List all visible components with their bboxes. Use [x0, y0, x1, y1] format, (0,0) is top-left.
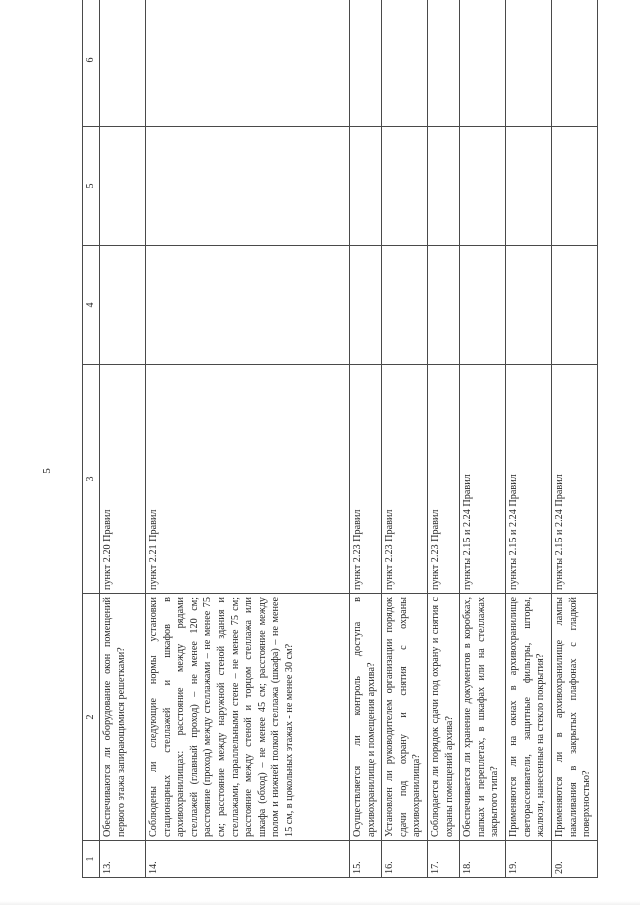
header-col-3: 3 [83, 365, 100, 594]
row-reference: пункты 2.15 и 2.24 Правил [460, 365, 506, 594]
row-question: Обеспечивается ли хранение документов в коробках, папках и переплетах, в шкафах или на стеллажах закрытого типа? [460, 594, 506, 841]
table-row [146, 0, 350, 878]
row-cell-empty [506, 0, 552, 127]
row-cell-empty [428, 246, 460, 365]
rotated-page [82, 36, 602, 878]
row-cell-empty [146, 0, 350, 127]
header-col-2: 2 [83, 594, 100, 841]
row-cell-empty [100, 246, 146, 365]
row-reference: пункт 2.23 Правил [350, 365, 382, 594]
row-cell-empty [428, 0, 460, 127]
row-cell-empty [460, 246, 506, 365]
page-number: 5 [40, 468, 53, 474]
row-question: Обеспечиваются ли оборудование окон помещений первого этажа запирающимися решетками? [100, 594, 146, 841]
row-cell-empty [382, 246, 428, 365]
row-cell-empty [100, 127, 146, 246]
row-cell-empty [506, 127, 552, 246]
row-cell-empty [350, 0, 382, 127]
row-cell-empty [506, 246, 552, 365]
row-reference: пункт 2.20 Правил [100, 365, 146, 594]
row-reference: пункт 2.23 Правил [382, 365, 428, 594]
row-number: 19. [506, 841, 552, 878]
row-cell-empty [100, 0, 146, 127]
header-col-1: 1 [83, 841, 100, 878]
table-row [506, 0, 552, 878]
table-row [382, 0, 428, 878]
row-number: 16. [382, 841, 428, 878]
row-question: Применяются ли на окнах в архивохранилище светорассеиватели, защитные фильтры, шторы, жалюзи, нанесенные на стекло покрытия? [506, 594, 552, 841]
row-reference: пункт 2.21 Правил [146, 365, 350, 594]
row-number: 13. [100, 841, 146, 878]
row-number: 15. [350, 841, 382, 878]
row-reference: пункты 2.15 и 2.24 Правил [506, 365, 552, 594]
row-question: Соблюдается ли порядок сдачи под охрану и снятия с охраны помещений архива? [428, 594, 460, 841]
row-cell-empty [460, 127, 506, 246]
row-cell-empty [552, 0, 598, 127]
table-row [100, 0, 146, 878]
row-question: Применяются ли в архивохранилище лампы накаливания в закрытых плафонах с гладкой поверхностью? [552, 594, 598, 841]
row-cell-empty [552, 246, 598, 365]
row-cell-empty [460, 0, 506, 127]
header-col-4: 4 [83, 246, 100, 365]
row-reference: пункты 2.15 и 2.24 Правил [552, 365, 598, 594]
row-cell-empty [146, 246, 350, 365]
row-cell-empty [428, 127, 460, 246]
row-number: 14. [146, 841, 350, 878]
scan-edge [0, 901, 640, 905]
row-cell-empty [350, 127, 382, 246]
table-row [350, 0, 382, 878]
table-row [460, 0, 506, 878]
row-number: 20. [552, 841, 598, 878]
row-question: Установлен ли руководителем организации порядок сдачи под охрану и снятия с охраны архивохранилища? [382, 594, 428, 841]
row-cell-empty [146, 127, 350, 246]
row-cell-empty [350, 246, 382, 365]
row-cell-empty [552, 127, 598, 246]
checklist-table [82, 0, 598, 878]
table-header-row [83, 0, 100, 878]
header-col-6: 6 [83, 0, 100, 127]
header-col-5: 5 [83, 127, 100, 246]
row-question: Соблюдены ли следующие нормы установки стационарных стеллажей и шкафов в архивохранилищах: расстояние между рядами стеллажей (главный проход) – не менее 120 см; расстояние (проход) между стеллажами – не менее 75 см; расстояние между наружной стеной здания и стеллажами, параллельными стене – не менее 75 см; расстояние между стеной и торцом стеллажа или шкафа (обход) – не менее 45 см; расстояние между полом и нижней полкой стеллажа (шкафа) – не менее 15 см, в цокольных этажах - не менее 30 см? [146, 594, 350, 841]
row-number: 17. [428, 841, 460, 878]
row-cell-empty [382, 0, 428, 127]
row-number: 18. [460, 841, 506, 878]
table-row [552, 0, 598, 878]
row-cell-empty [382, 127, 428, 246]
row-question: Осуществляется ли контроль доступа в архивохранилище и помещения архива? [350, 594, 382, 841]
row-reference: пункт 2.23 Правил [428, 365, 460, 594]
table-row [428, 0, 460, 878]
